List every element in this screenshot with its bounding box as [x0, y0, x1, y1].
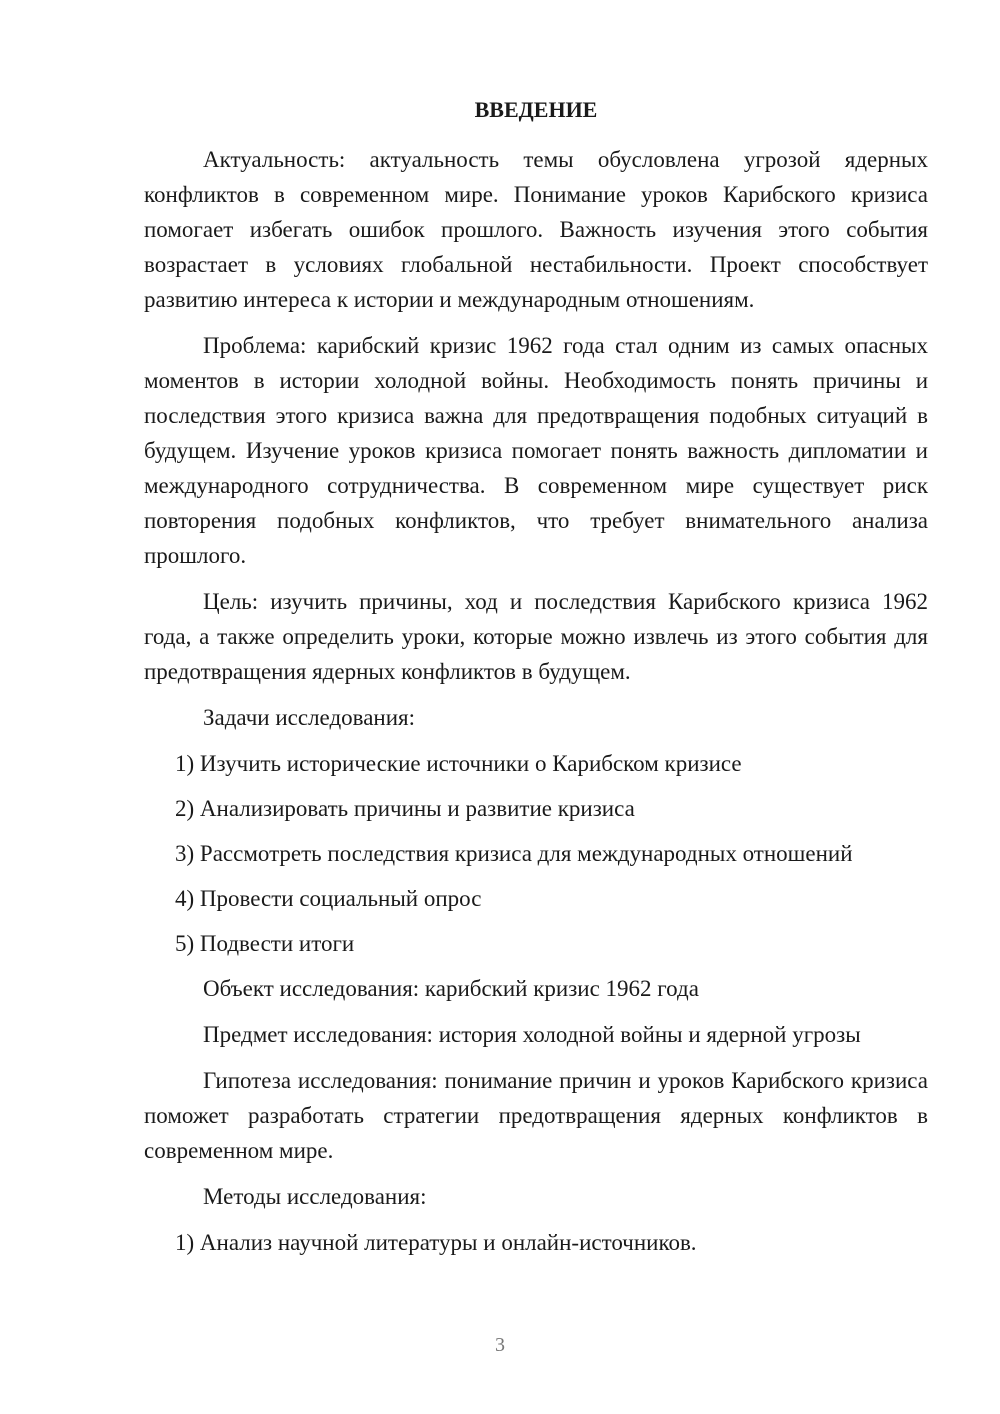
page-number: 3	[495, 1334, 505, 1356]
task-item-5: 5) Подвести итоги	[175, 931, 355, 956]
research-object: Объект исследования: карибский кризис 1962 года	[203, 976, 699, 1001]
task-item-3: 3) Рассмотреть последствия кризиса для международных отношений	[175, 841, 853, 866]
research-subject: Предмет исследования: история холодной войны и ядерной угрозы	[203, 1022, 861, 1047]
tasks-heading: Задачи исследования:	[203, 705, 416, 730]
task-item-2: 2) Анализировать причины и развитие кризиса	[175, 796, 635, 821]
section-heading: ВВЕДЕНИЕ	[474, 97, 598, 122]
method-item-1: 1) Анализ научной литературы и онлайн-источников.	[175, 1230, 697, 1255]
methods-heading: Методы исследования:	[203, 1184, 427, 1209]
hypothesis-paragraph: Гипотеза исследования: понимание причин и уроков Карибского кризиса поможет разработать стратегии предотвращения ядерных конфликтов в современном мире.	[144, 1068, 928, 1163]
goal-paragraph: Цель: изучить причины, ход и последствия Карибского кризиса 1962 года, а также определить уроки, которые можно извлечь из этого события для предотвращения ядерных конфликтов в будущем.	[144, 589, 928, 684]
task-item-4: 4) Провести социальный опрос	[175, 886, 482, 911]
problem-paragraph: Проблема: карибский кризис 1962 года стал одним из самых опасных моментов в истории холодной войны. Необходимость понять причины и последствия этого кризиса важна для предотвращения подобных ситуаций в будущем. Изучение уроков кризиса помогает понять важность дипломатии и международного сотрудничества. В современном мире существует риск повторения подобных конфликтов, что требует внимательного анализа прошлого.	[144, 333, 928, 568]
task-item-1: 1) Изучить исторические источники о Карибском кризисе	[175, 751, 742, 776]
relevance-paragraph: Актуальность: актуальность темы обусловлена угрозой ядерных конфликтов в современном мире. Понимание уроков Карибского кризиса помогает избегать ошибок прошлого. Важность изучения этого события возрастает в условиях глобальной нестабильности. Проект способствует развитию интереса к истории и международным отношениям.	[144, 147, 928, 312]
document-page	[144, 96, 928, 1270]
